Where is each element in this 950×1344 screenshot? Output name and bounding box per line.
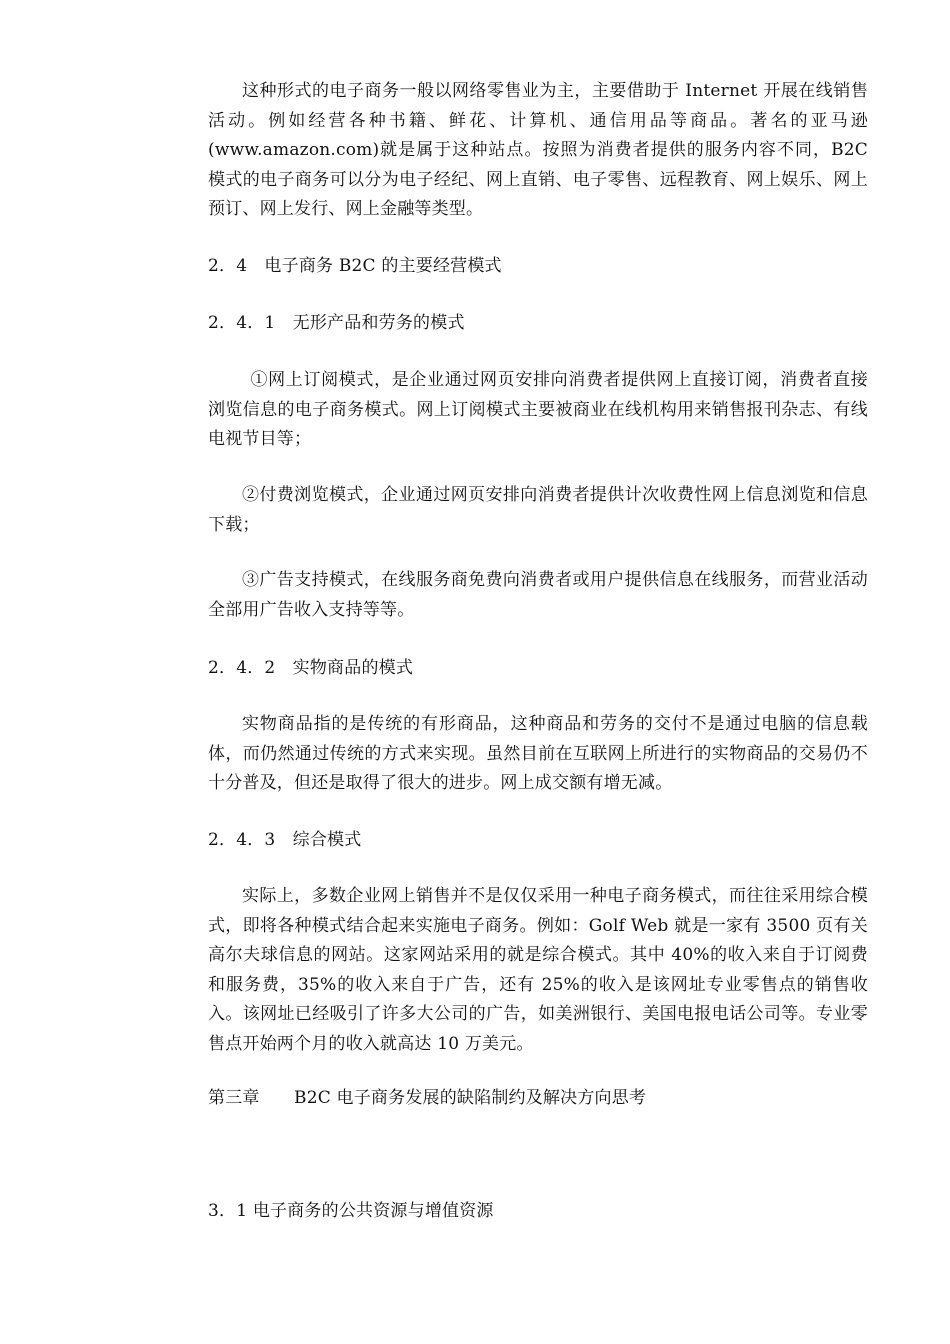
section-heading-2-4: 2．4 电子商务 B2C 的主要经营模式 <box>208 256 502 276</box>
pay-per-view-paragraph: ②付费浏览模式，企业通过网页安排向消费者提供计次收费性网上信息浏览和信息下载； <box>208 485 868 535</box>
section-heading-2-4-1: 2．4．1 无形产品和劳务的模式 <box>208 313 465 333</box>
chapter-3-heading: 第三章 B2C 电子商务发展的缺陷制约及解决方向思考 <box>208 1088 647 1108</box>
section-heading-2-4-2: 2．4．2 实物商品的模式 <box>208 658 414 678</box>
intro-paragraph: 这种形式的电子商务一般以网络零售业为主，主要借助于 Internet 开展在线销售活动。例如经营各种书籍、鲜花、计算机、通信用品等商品。著名的亚马逊(www.amazon.com)就是属于这种站点。按照为消费者提供的服务内容不同，B2C 模式的电子商务可以分为电子经纪、网上直销、电子零售、远程教育、网上娱乐、网上预订、网上发行、网上金融等类型。 <box>208 81 868 219</box>
advertising-model-paragraph: ③广告支持模式，在线服务商免费向消费者或用户提供信息在线服务，而营业活动全部用广告收入支持等等。 <box>208 570 868 620</box>
combined-model-paragraph: 实际上，多数企业网上销售并不是仅仅采用一种电子商务模式，而往往采用综合模式，即将各种模式结合起来实施电子商务。例如：Golf Web 就是一家有 3500 页有关高尔夫球信息的网站。这家网站采用的就是综合模式。其中 40%的收入来自于订阅费和服务费，35%的收入来自于广告，还有 25%的收入是该网址专业零售点的销售收入。该网址已经吸引了许多大公司的广告，如美洲银行、美国电报电话公司等。专业零售点开始两个月的收入就高达 10 万美元。 <box>208 886 868 1054</box>
subscription-model-paragraph: ①网上订阅模式，是企业通过网页安排向消费者提供网上直接订阅，消费者直接浏览信息的电子商务模式。网上订阅模式主要被商业在线机构用来销售报刊杂志、有线电视节目等； <box>208 370 868 449</box>
physical-goods-paragraph: 实物商品指的是传统的有形商品，这种商品和劳务的交付不是通过电脑的信息载体，而仍然通过传统的方式来实现。虽然目前在互联网上所进行的实物商品的交易仍不十分普及，但还是取得了很大的进步。网上成交额有增无减。 <box>208 714 868 793</box>
section-heading-3-1: 3．1 电子商务的公共资源与增值资源 <box>208 1201 494 1221</box>
section-heading-2-4-3: 2．4．3 综合模式 <box>208 830 362 850</box>
